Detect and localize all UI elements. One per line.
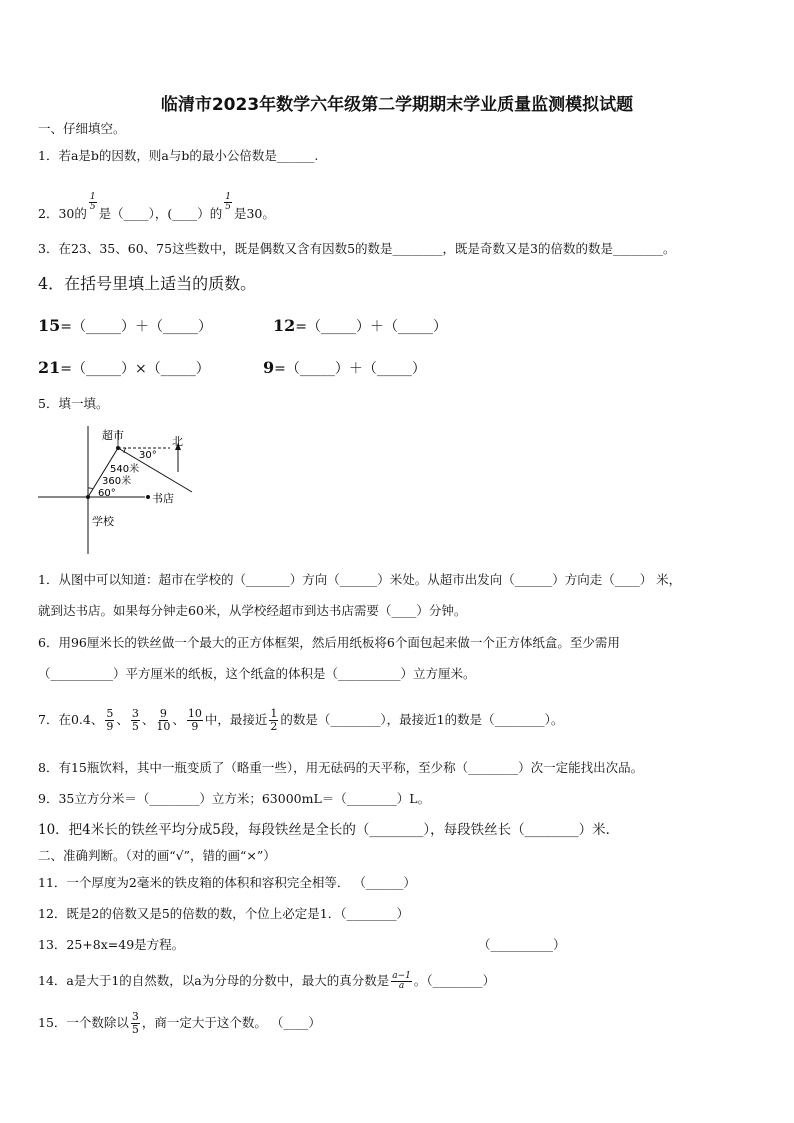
school-dot	[86, 495, 90, 499]
label-north: 北	[172, 435, 183, 448]
question-2: 2．30的 $\frac{1}{5}$ 是（____），(____）的 $\frac{1}{5}$ 是30。	[38, 192, 275, 221]
question-4: 4．在括号里填上适当的质数。	[38, 274, 257, 293]
fraction-one-fifth: $\frac{1}{5}$	[225, 192, 231, 212]
question-14: 14．a是大于1的自然数，以a为分母的分数中，最大的真分数是 $\frac{a-1}{a}$ 。（________）	[38, 971, 496, 991]
question-5-sub-line-1: 1．从图中可以知道：超市在学校的（_______）方向（______）米处。从超市出发向（______）方向走（____） 米，	[38, 572, 682, 587]
label-360m: 360米	[102, 476, 132, 487]
question-1: 1．若a是b的因数，则a与b的最小公倍数是______.	[38, 148, 319, 163]
question-15: 15．一个数除以 $\frac{3}{5}$ ，商一定大于这个数。 （____）	[38, 1010, 321, 1036]
question-6-line-2: （__________）平方厘米的纸板，这个纸盒的体积是（__________）立方厘米。	[38, 666, 476, 681]
label-bookstore: 书店	[152, 492, 174, 505]
question-12: 12．既是2的倍数又是5的倍数的数，个位上必定是1．（________）	[38, 906, 410, 921]
fraction-5-9: $\frac{5}{9}$	[106, 707, 114, 733]
equation-21: 21=（_____）×（_____）	[38, 358, 210, 377]
equation-15: 15=（_____）＋（_____）	[38, 316, 212, 335]
fraction-a-minus-1-over-a: $\frac{a-1}{a}$	[392, 971, 411, 991]
question-7: 7．在0.4、 $\frac{5}{9}$ 、 $\frac{3}{5}$ 、 $\frac{9}{10}$ 、 $\frac{10}{9}$ 中，最接近 $\frac{1}{2}$ 的数是（________），最接近1的数是（________）。	[38, 707, 564, 733]
label-angle-30: 30°	[139, 450, 157, 461]
question-10: 10．把4米长的铁丝平均分成5段，每段铁丝是全长的（________），每段铁丝长（________）米．	[38, 822, 620, 838]
equation-9: 9=（_____）＋（_____）	[263, 358, 426, 377]
fraction-10-9: $\frac{10}{9}$	[187, 707, 202, 733]
fraction-one-fifth: $\frac{1}{5}$	[89, 192, 96, 212]
question-5-sub-line-2: 就到达书店。如果每分钟走60米，从学校经超市到达书店需要（____）分钟。	[38, 603, 467, 618]
label-supermarket: 超市	[102, 429, 124, 442]
question-13: 13．25+8x=49是方程。	[38, 937, 185, 952]
question-11: 11．一个厚度为2毫米的铁皮箱的体积和容积完全相等． （______）	[38, 875, 416, 890]
question-13-blank: （__________）	[478, 937, 566, 952]
bookstore-dot	[146, 495, 150, 499]
label-540m: 540米	[110, 464, 140, 475]
angle-arc-60	[88, 488, 93, 489]
section-2-heading: 二、准确判断。（对的画“√”，错的画“×”）	[38, 848, 276, 863]
fraction-3-5: $\frac{3}{5}$	[131, 707, 139, 733]
fraction-3-5: $\frac{3}{5}$	[131, 1010, 139, 1036]
section-1-heading: 一、仔细填空。	[38, 121, 126, 136]
direction-diagram	[30, 422, 220, 556]
page-title: 临清市2023年数学六年级第二学期期末学业质量监测模拟试题	[160, 95, 634, 115]
supermarket-dot	[116, 446, 120, 450]
question-3: 3．在23、35、60、75这些数中，既是偶数又含有因数5的数是________，既是奇数又是3的倍数的数是________。	[38, 241, 676, 256]
label-school: 学校	[92, 515, 114, 528]
equation-12: 12=（_____）＋（_____）	[273, 316, 447, 335]
question-9: 9．35立方分米＝（________）立方米；63000mL＝（________）L。	[38, 791, 431, 806]
label-angle-60: 60°	[98, 488, 116, 499]
fraction-9-10: $\frac{9}{10}$	[156, 707, 171, 733]
question-6-line-1: 6．用96厘米长的铁丝做一个最大的正方体框架，然后用纸板将6个面包起来做一个正方体纸盒。至少需用	[38, 635, 620, 650]
question-5: 5．填一填。	[38, 396, 109, 411]
fraction-1-2: $\frac{1}{2}$	[270, 707, 278, 733]
question-8: 8．有15瓶饮料，其中一瓶变质了（略重一些），用无砝码的天平称，至少称（________）次一定能找出次品。	[38, 760, 644, 775]
